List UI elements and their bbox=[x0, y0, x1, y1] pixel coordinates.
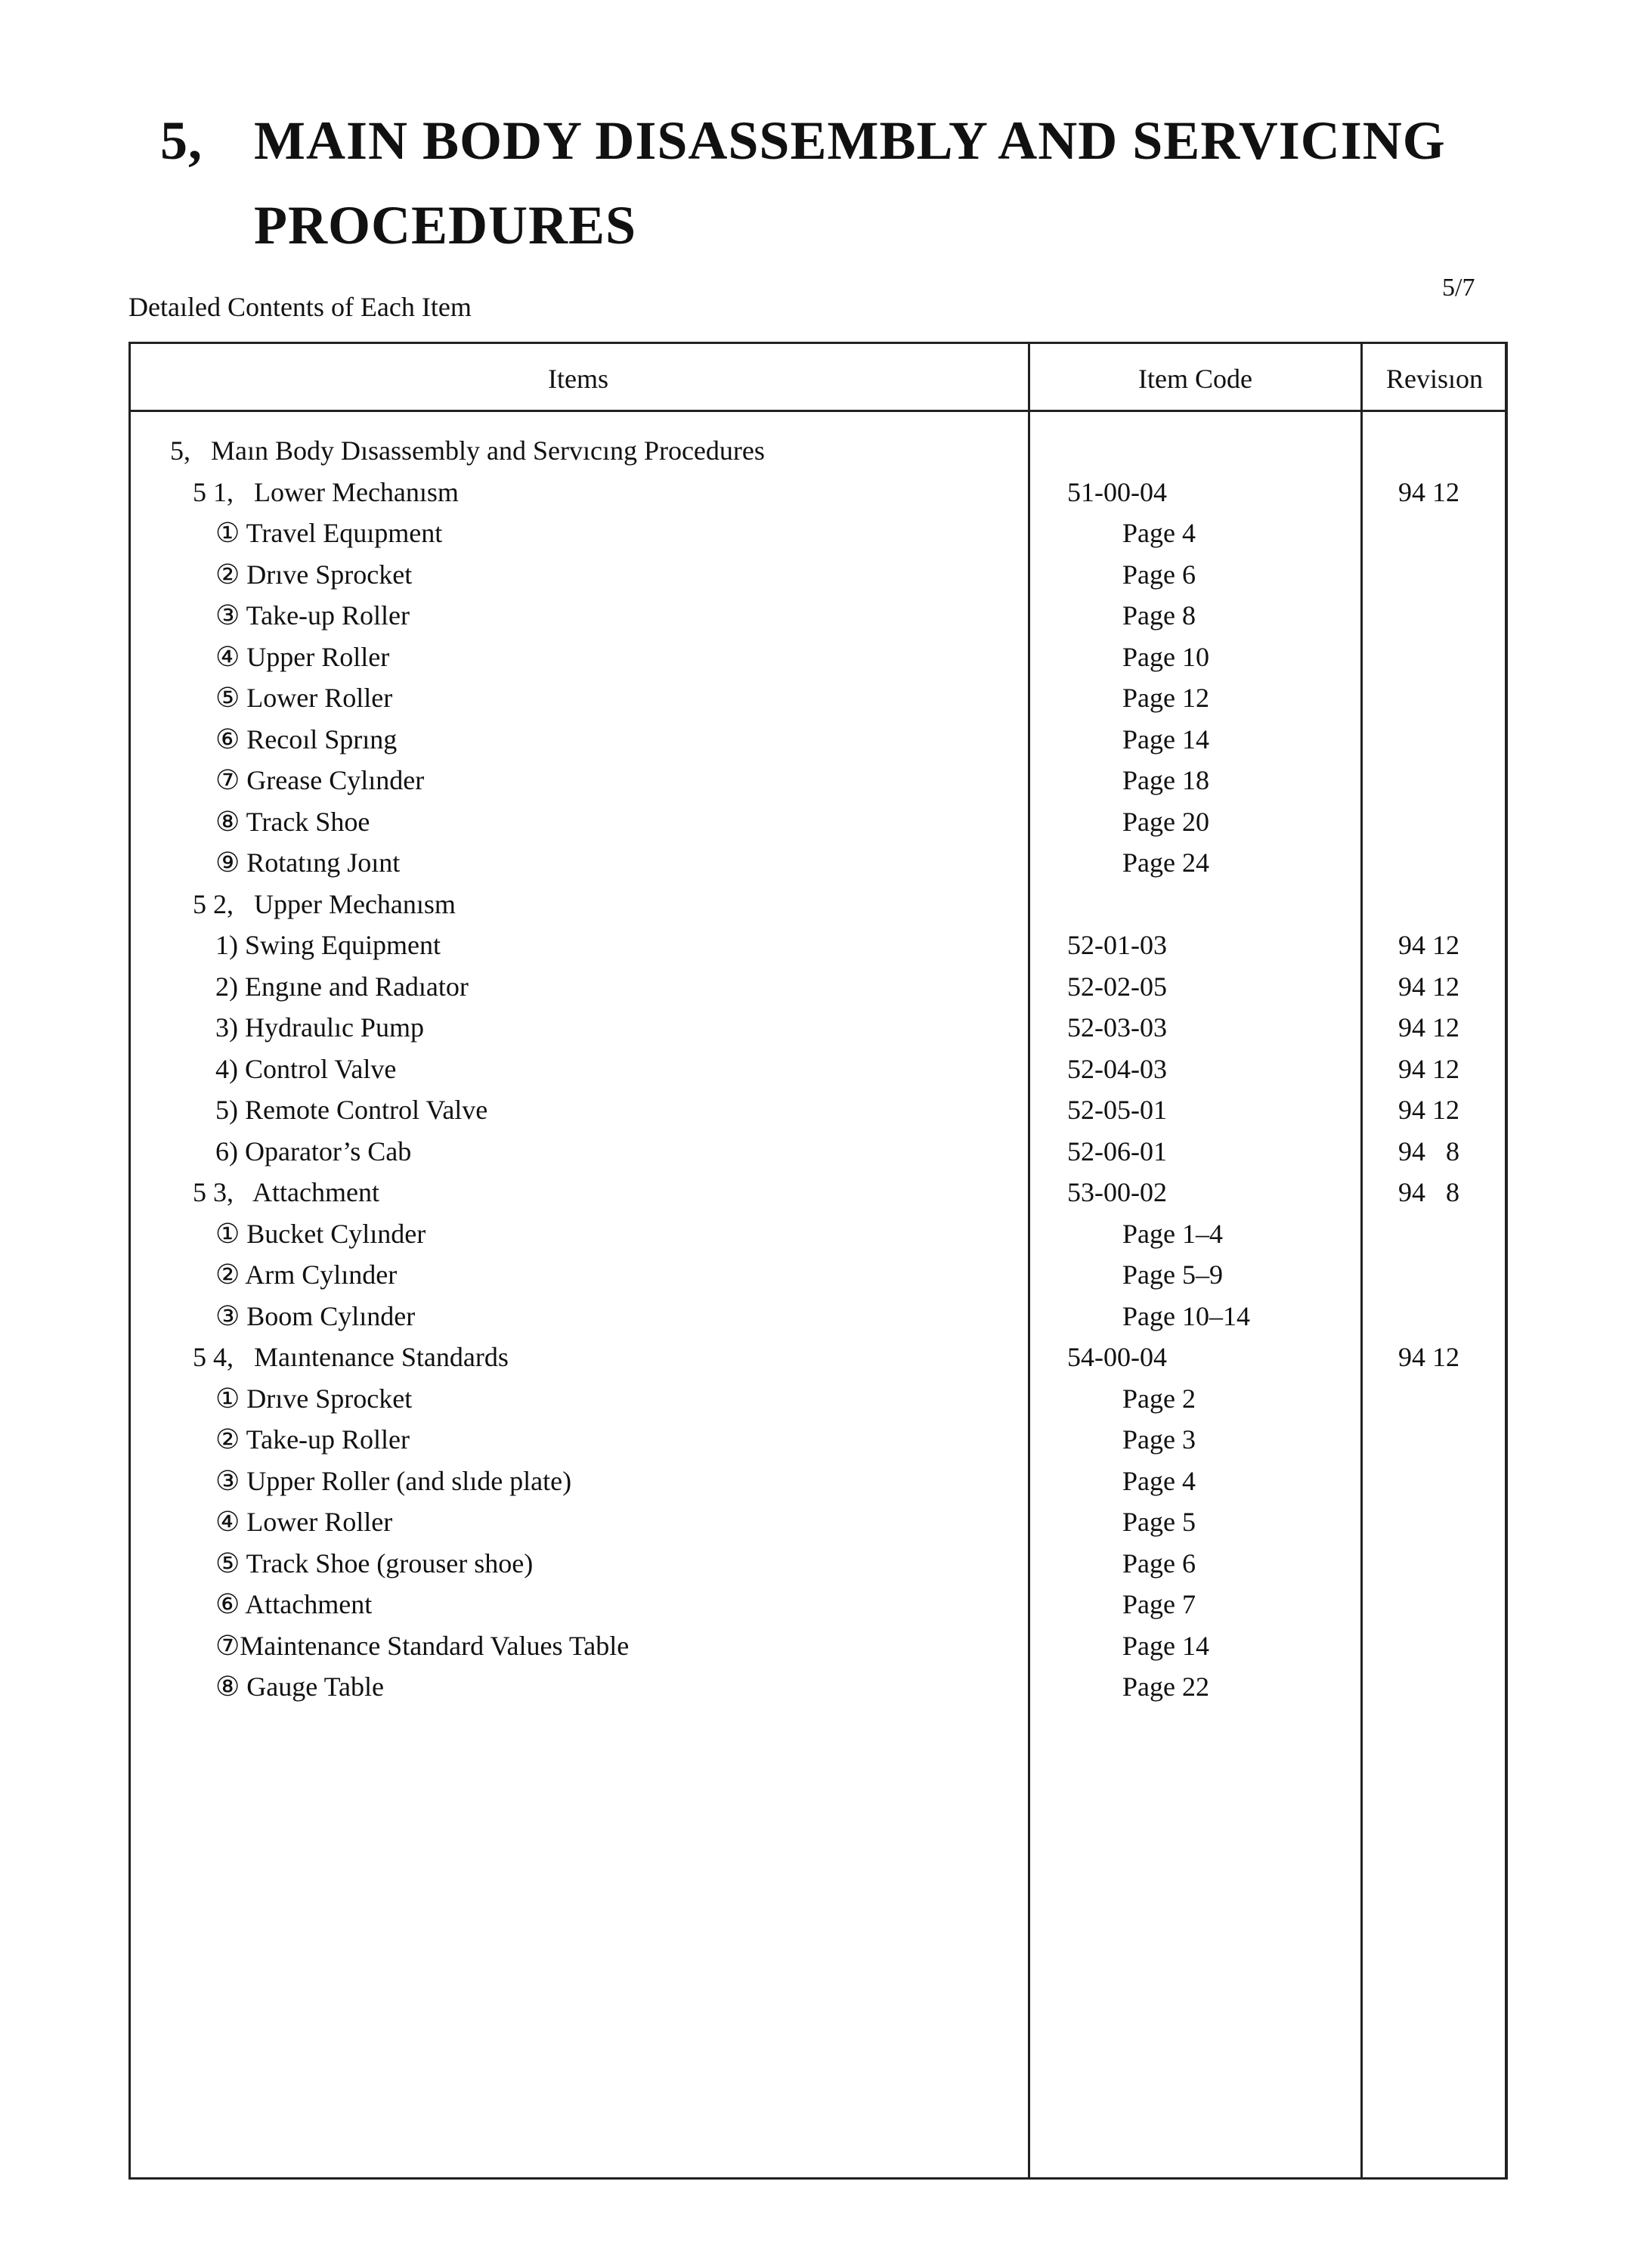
table-row bbox=[0, 1094, 1628, 1135]
table-row bbox=[0, 847, 1628, 888]
table-row bbox=[0, 641, 1628, 682]
table-row bbox=[0, 1671, 1628, 1712]
row-item: 4) Control Valve bbox=[215, 1053, 397, 1084]
row-item-code: Page 7 bbox=[1122, 1589, 1196, 1619]
table-row bbox=[0, 1383, 1628, 1424]
table-row bbox=[0, 1465, 1628, 1506]
table-row bbox=[0, 1630, 1628, 1671]
table-row bbox=[0, 1053, 1628, 1094]
table-row bbox=[0, 1506, 1628, 1547]
page-title-line2: PROCEDURES bbox=[254, 195, 637, 256]
row-item: ② Drıve Sprocket bbox=[215, 559, 413, 590]
row-revision: 94 12 bbox=[1398, 971, 1459, 1002]
row-item-code: Page 12 bbox=[1122, 683, 1209, 713]
row-item-code: Page 18 bbox=[1122, 765, 1209, 795]
row-item: 5 2, Upper Mechanısm bbox=[193, 888, 456, 919]
row-item: 5 1, Lower Mechanısm bbox=[193, 476, 459, 507]
row-item: 1) Swing Equipment bbox=[215, 930, 441, 960]
row-revision: 94 12 bbox=[1398, 1095, 1459, 1125]
row-item: ① Bucket Cylınder bbox=[215, 1218, 426, 1249]
row-item: 5) Remote Control Valve bbox=[215, 1095, 488, 1125]
row-item: 5, Maın Body Dısassembly and Servıcıng Procedures bbox=[170, 435, 765, 466]
row-item: ⑦ Grease Cylınder bbox=[215, 765, 425, 795]
row-item: ① Travel Equıpment bbox=[215, 518, 443, 548]
row-item-code: 54-00-04 bbox=[1067, 1342, 1167, 1372]
section-number: 5, bbox=[160, 110, 203, 171]
table-row bbox=[0, 476, 1628, 517]
row-item: ⑨ Rotatıng Joınt bbox=[215, 847, 401, 878]
table-row bbox=[0, 971, 1628, 1012]
row-item-code: Page 20 bbox=[1122, 806, 1209, 837]
table-row bbox=[0, 682, 1628, 723]
table-row bbox=[0, 435, 1628, 476]
row-item: 6) Oparator’s Cab bbox=[215, 1136, 412, 1167]
row-item: ④ Upper Roller bbox=[215, 641, 390, 672]
row-item-code: 51-00-04 bbox=[1067, 476, 1167, 507]
row-revision: 94 8 bbox=[1398, 1177, 1459, 1207]
row-item-code: Page 8 bbox=[1122, 600, 1196, 631]
table-row bbox=[0, 806, 1628, 847]
row-item-code: 52-04-03 bbox=[1067, 1053, 1167, 1084]
table-row bbox=[0, 1136, 1628, 1176]
row-item: ⑤ Lower Roller bbox=[215, 683, 393, 713]
row-item-code: 52-03-03 bbox=[1067, 1012, 1167, 1043]
table-row bbox=[0, 1424, 1628, 1464]
row-item: 2) Engıne and Radıator bbox=[215, 971, 469, 1002]
row-item-code: Page 14 bbox=[1122, 1630, 1209, 1661]
row-item-code: Page 24 bbox=[1122, 847, 1209, 878]
row-item-code: Page 2 bbox=[1122, 1383, 1196, 1414]
subtitle: Detaıled Contents of Each Item bbox=[128, 292, 472, 322]
row-item: ① Drıve Sprocket bbox=[215, 1383, 413, 1414]
row-item: ④ Lower Roller bbox=[215, 1507, 393, 1537]
row-item: ⑦Maintenance Standard Values Table bbox=[215, 1630, 630, 1661]
table-row bbox=[0, 888, 1628, 929]
row-item: ② Take-up Roller bbox=[215, 1424, 410, 1455]
row-item-code: Page 14 bbox=[1122, 723, 1209, 754]
row-item-code: Page 5–9 bbox=[1122, 1259, 1223, 1290]
row-item: ③ Upper Roller (and slıde plate) bbox=[215, 1465, 572, 1496]
row-item-code: Page 3 bbox=[1122, 1424, 1196, 1455]
row-item: 3) Hydraulıc Pump bbox=[215, 1012, 424, 1043]
row-item-code: 52-01-03 bbox=[1067, 930, 1167, 960]
row-revision: 94 12 bbox=[1398, 1053, 1459, 1084]
page-indicator: 5/7 bbox=[1442, 274, 1475, 302]
row-revision: 94 12 bbox=[1398, 476, 1459, 507]
row-item-code: Page 10 bbox=[1122, 641, 1209, 672]
row-item: ⑥ Recoıl Sprıng bbox=[215, 723, 398, 754]
table-row bbox=[0, 764, 1628, 805]
header-divider bbox=[128, 410, 1508, 412]
row-item: ③ Boom Cylınder bbox=[215, 1300, 416, 1331]
table-row bbox=[0, 1259, 1628, 1300]
row-item: ⑤ Track Shoe (grouser shoe) bbox=[215, 1548, 534, 1579]
table-row bbox=[0, 1548, 1628, 1588]
table-row bbox=[0, 723, 1628, 764]
table-row bbox=[0, 929, 1628, 970]
row-item: ⑧ Gauge Table bbox=[215, 1672, 385, 1702]
row-item: ⑧ Track Shoe bbox=[215, 806, 370, 837]
row-item-code: Page 4 bbox=[1122, 518, 1196, 548]
row-revision: 94 12 bbox=[1398, 930, 1459, 960]
row-item: ③ Take-up Roller bbox=[215, 600, 410, 631]
page-title-line1: MAIN BODY DISASSEMBLY AND SERVICING bbox=[254, 110, 1446, 171]
row-item-code: Page 4 bbox=[1122, 1465, 1196, 1496]
row-item: 5 4, Maıntenance Standards bbox=[193, 1342, 509, 1372]
table-row bbox=[0, 600, 1628, 640]
row-item-code: 52-05-01 bbox=[1067, 1095, 1167, 1125]
row-revision: 94 8 bbox=[1398, 1136, 1459, 1167]
row-item-code: Page 10–14 bbox=[1122, 1300, 1250, 1331]
row-item-code: Page 6 bbox=[1122, 559, 1196, 590]
table-row bbox=[0, 1341, 1628, 1382]
header-revision: Revisıon bbox=[1385, 364, 1483, 394]
row-item: 5 3, Attachment bbox=[193, 1177, 379, 1207]
row-revision: 94 12 bbox=[1398, 1012, 1459, 1043]
table-row bbox=[0, 1012, 1628, 1052]
row-item-code: Page 22 bbox=[1122, 1672, 1209, 1702]
row-item-code: Page 6 bbox=[1122, 1548, 1196, 1579]
row-revision: 94 12 bbox=[1398, 1342, 1459, 1372]
row-item: ⑥ Attachment bbox=[215, 1589, 373, 1619]
table-row bbox=[0, 559, 1628, 600]
header-items: Items bbox=[548, 364, 608, 394]
row-item-code: 52-02-05 bbox=[1067, 971, 1167, 1002]
table-row bbox=[0, 1300, 1628, 1341]
table-row bbox=[0, 1176, 1628, 1217]
table-row bbox=[0, 1218, 1628, 1259]
row-item-code: Page 5 bbox=[1122, 1507, 1196, 1537]
row-item-code: Page 1–4 bbox=[1122, 1218, 1223, 1249]
header-item-code: Item Code bbox=[1138, 364, 1252, 394]
row-item-code: 52-06-01 bbox=[1067, 1136, 1167, 1167]
table-row bbox=[0, 1588, 1628, 1629]
row-item-code: 53-00-02 bbox=[1067, 1177, 1167, 1207]
row-item: ② Arm Cylınder bbox=[215, 1259, 398, 1290]
table-row bbox=[0, 517, 1628, 558]
